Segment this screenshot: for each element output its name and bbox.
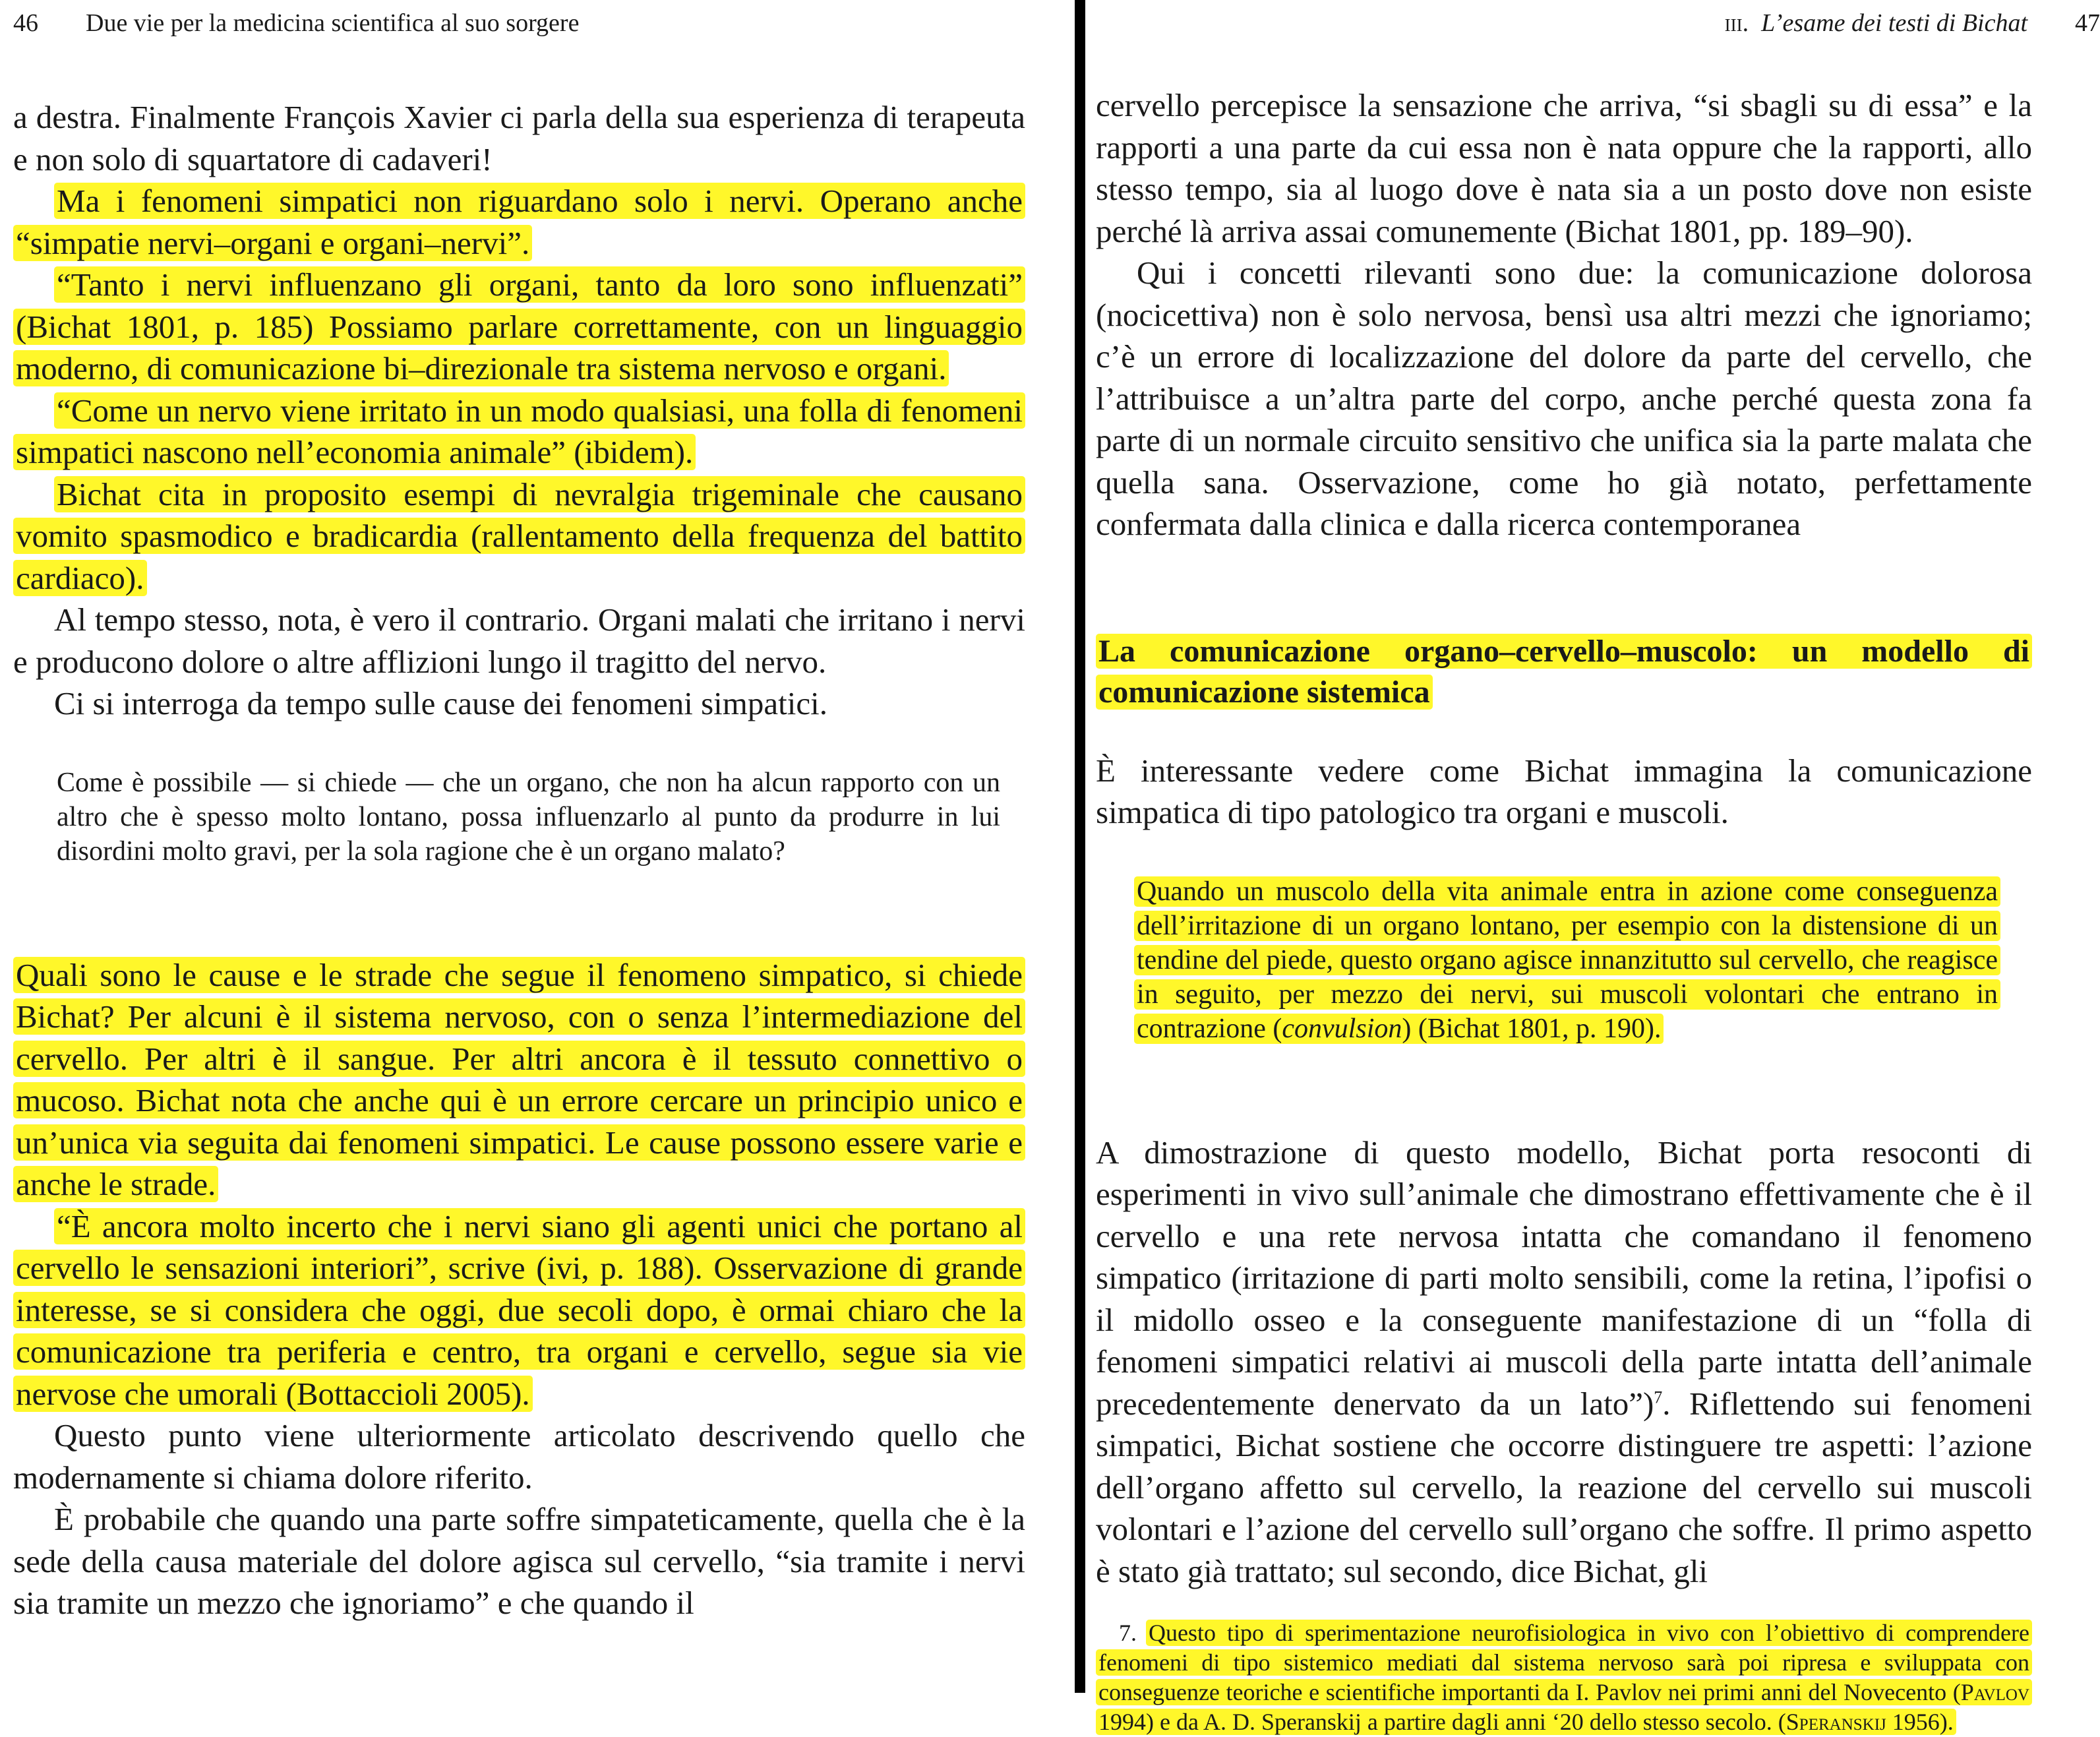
block-quote — [1096, 874, 2032, 1046]
page-number-left: 46 — [13, 9, 38, 37]
paragraph: A dimostrazione di questo modello, Bichat porta resoconti di esperimenti in vivo sull’animale che dimostrano effettivamente che è il cervello e una rete nervosa intatta che comandano il fenomeno simpatico (irritazione di parti molto sensibili, come la retina, l’ipofisi o il midollo osseo e la conseguente manifestazione di un “folla di fenomeni simpatici relativi ai muscoli della parte intatta dell’animale precedentemente denervato da un lato”)$^7$. Riflettendo sui fenomeni simpatici, Bichat sostiene che occorre distinguere tre aspetti: l’azione dell’organo affetto sul cervello, la reazione del cervello sui muscoli volontari e l’azione del cervello sull’organo che soffre. Il primo aspetto è stato già trattato; sul secondo, dice Bichat, gli — [1096, 1134, 2032, 1589]
paragraph — [13, 264, 1025, 390]
footnote — [1096, 1618, 2032, 1737]
paragraph: È interessante vedere come Bichat immagina la comunicazione simpatica di tipo patologico tra organi e muscoli. — [1096, 752, 2032, 830]
footnote-ref[interactable]: 7 — [1654, 1387, 1663, 1407]
running-title-left: Due vie per la medicina scientifica al suo sorgere — [86, 9, 580, 37]
paragraph — [13, 473, 1025, 599]
left-page — [0, 0, 1075, 1693]
paragraph: È probabile che quando una parte soffre simpateticamente, quella che è la sede della causa materiale del dolore agisca sul cervello, “sia tramite i nervi sia tramite un mezzo che ignoriamo” e che quando il — [13, 1501, 1025, 1621]
paragraph: Al tempo stesso, nota, è vero il contrario. Organi malati che irritano i nervi e producono dolore o altre afflizioni lungo il tragitto del nervo. — [13, 601, 1025, 680]
highlighted-text: Quando un muscolo della vita animale entra in azione come conseguenza dell’irritazione di un organo lontano, per esempio con la distensione di un tendine del piede, questo organo agisce innanzitutto sul cervello, che reagisce in seguito, per mezzo dei nervi, sui muscoli volontari che entrano in contrazione (convulsion) (Bichat 1801, p. 190). — [1134, 876, 2000, 1044]
paragraph: cervello percepisce la sensazione che arriva, “si sbagli su di essa” e la rapporti a una parte da cui essa non è nata oppure che la rapporti, allo stesso tempo, sia al luogo dove è nata sia a un posto dove non esiste perché là arriva assai comunemente (Bichat 1801, pp. 189–90). — [1096, 87, 2032, 249]
right-body — [1096, 84, 2032, 1737]
paragraph — [13, 390, 1025, 473]
paragraph: Ci si interroga da tempo sulle cause dei fenomeni simpatici. — [54, 685, 827, 721]
section-heading — [1096, 631, 2032, 713]
paragraph — [13, 1205, 1025, 1415]
highlighted-text: La comunicazione organo–cervello–muscolo: un modello di comunicazione sistemica — [1096, 634, 2032, 710]
paragraph: a destra. Finalmente François Xavier ci parla della sua esperienza di terapeuta e non solo di squartatore di cadaveri! — [13, 99, 1025, 177]
running-title-right: L’esame dei testi di Bichat — [1761, 9, 2027, 37]
highlighted-text: “Come un nervo viene irritato in un modo qualsiasi, una folla di fenomeni simpatici nascono nell’economia animale” (ibidem). — [13, 392, 1025, 471]
right-page — [1085, 0, 2100, 1735]
highlighted-text: “È ancora molto incerto che i nervi siano gli agenti unici che portano al cervello le sensazioni interiori”, scrive (ivi, p. 188). Osservazione di grande interesse, se si considera che oggi, due secoli dopo, è ormai chiaro che la comunicazione tra periferia e centro, tra organi e cervello, segue sia vie nervose che umorali (Bottaccioli 2005). — [13, 1208, 1025, 1412]
paragraph: Qui i concetti rilevanti sono due: la comunicazione dolorosa (nocicettiva) non è solo nervosa, bensì usa altri mezzi che ignoriamo; c’è un errore di localizzazione del dolore da parte del cervello, che l’attribuisce a un’altra parte del corpo, anche perché questa zona fa parte di un normale circuito sensitivo che unifica sia la parte malata che quella sana. Osservazione, come ho già notato, perfettamente confermata dalla clinica e dalla ricerca contemporanea — [1096, 255, 2032, 542]
highlighted-text: Ma i fenomeni simpatici non riguardano solo i nervi. Operano anche “simpatie nervi–organi e organi–nervi”. — [13, 183, 1025, 261]
left-body — [13, 96, 1025, 1624]
footnote-number: 7. — [1119, 1620, 1137, 1646]
page-number-right: 47 — [2075, 9, 2100, 37]
page-gutter — [1075, 0, 1085, 1693]
running-head-right — [1124, 7, 2100, 40]
block-quote: Come è possibile — si chiede — che un organo, che non ha alcun rapporto con un altro che è spesso molto lontano, possa influenzarlo al punto da produrre in lui disordini molto gravi, per la sola ragione che è un organo malato? — [57, 767, 1000, 867]
paragraph — [13, 954, 1025, 1205]
highlighted-text: Bichat cita in proposito esempi di nevralgia trigeminale che causano vomito spasmodico e bradicardia (rallentamento della frequenza del battito cardiaco). — [13, 476, 1025, 596]
running-head-left — [13, 7, 579, 40]
paragraph — [13, 180, 1025, 264]
highlighted-text: “Tanto i nervi influenzano gli organi, tanto da loro sono influenzati” (Bichat 1801, p. 185) Possiamo parlare correttamente, con un linguaggio moderno, di comunicazione bi–direzionale tra sistema nervoso e organi. — [13, 266, 1025, 386]
paragraph: Questo punto viene ulteriormente articolato descrivendo quello che modernamente si chiama dolore riferito. — [13, 1417, 1025, 1496]
highlighted-text: Quali sono le cause e le strade che segue il fenomeno simpatico, si chiede Bichat? Per alcuni è il sistema nervoso, con o senza l’intermediazione del cervello. Per altri è il sangue. Per altri ancora è il tessuto connettivo o mucoso. Bichat nota che anche qui è un errore cercare un principio unico e un’unica via seguita dai fenomeni simpatici. Le cause possono essere varie e anche le strade. — [13, 957, 1025, 1203]
chapter-number: iii. — [1724, 9, 1749, 37]
highlighted-text: Questo tipo di sperimentazione neurofisiologica in vivo con l’obiettivo di comprendere fenomeni di tipo sistemico mediati dal sistema nervoso sarà poi ripresa e sviluppata con conseguenze teoriche e scientifiche importanti da I. Pavlov nei primi anni del Novecento (Pavlov 1994) e da A. D. Speranskij a partire dagli anni ‘20 dello stesso secolo. (Speranskij 1956). — [1096, 1620, 2032, 1735]
